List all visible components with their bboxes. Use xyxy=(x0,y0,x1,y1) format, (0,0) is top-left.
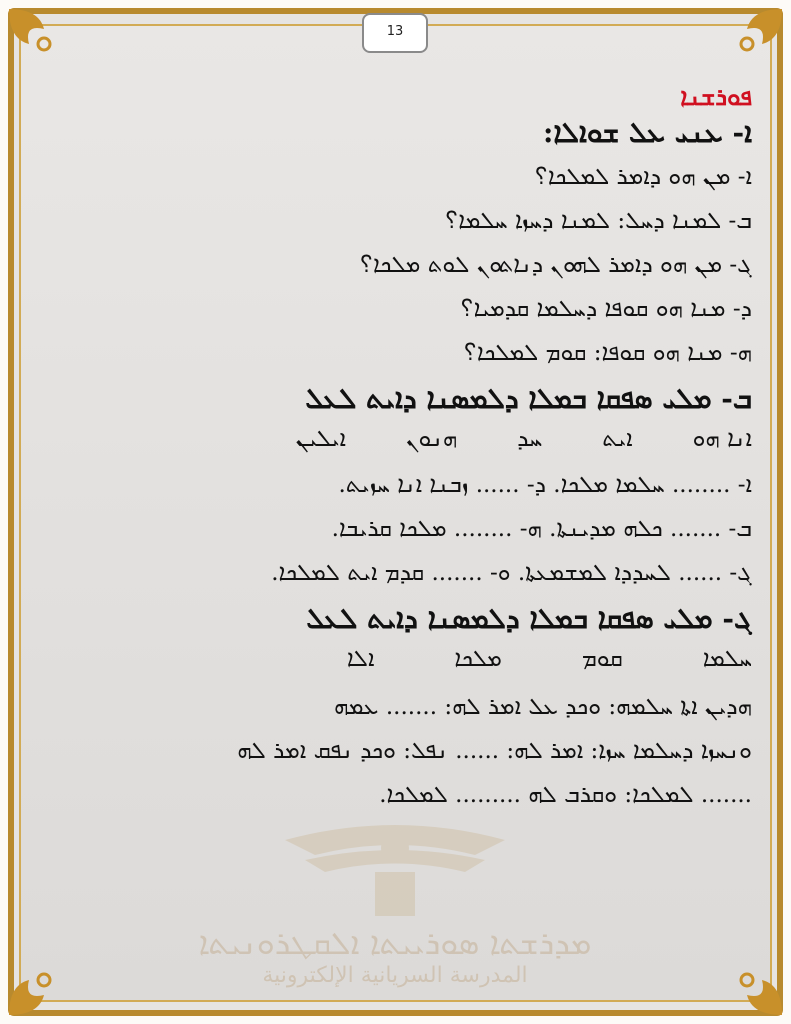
question-2: ܒ- ܠܡܢܐ ܕܚܠ: ܠܡܢܐ ܕܚܙܐ ܚܠܡܐ؟ xyxy=(445,208,752,234)
fill-blank-row: ܐ- ........ ܚܠܡܐ ܡܠܟܐ. ܕ- ...... ܙܒܢܐ ܐܢܐ ܚܙܝܬ. xyxy=(338,472,752,498)
question-3: ܓ- ܡܢ ܗܘ ܕܐܡܪ ܠܗܘܢ ܕܢܐܬܘܢ ܠܘܬ ܡܠܟܐ؟ xyxy=(360,252,752,278)
watermark-arabic: المدرسة السريانية الإلكترونية xyxy=(262,963,528,988)
word-bank-item: ܡܠܟܐ xyxy=(454,646,502,672)
exercise-1-heading: ܐ- ܥܢܝ ܥܠ ܫܘܐܠܐ: xyxy=(542,116,752,149)
word-bank-item: ܐܢܐ ܗܘ xyxy=(692,426,752,452)
exercise-3-heading: ܓ- ܡܠܝ ܣܦܩܐ ܒܡܠܐ ܕܠܡܣܢܐ ܕܐܝܬ ܠܥܠ xyxy=(306,602,752,635)
fill-blank-row: ܒ- ....... ܟܠܗ ܡܕܝܢܬܐ. ܗ- ........ ܡܠܟܐ ܩܪܝܒܐ. xyxy=(331,516,752,542)
corner-ornament-icon xyxy=(4,950,74,1020)
watermark-syriac: ܡܕܪܫܬܐ ܣܘܪܝܝܬܐ ܐܠܩܛܪܘܢܝܬܐ xyxy=(198,924,592,962)
corner-ornament-icon xyxy=(717,950,787,1020)
school-watermark xyxy=(195,800,595,1000)
word-bank-2 xyxy=(347,646,752,672)
word-bank-item: ܚܕ xyxy=(517,426,543,452)
word-bank-item: ܐܠܐ xyxy=(346,646,375,672)
section-label: ܦܘܪܫܢܐ xyxy=(680,82,752,111)
question-5: ܗ- ܡܢܐ ܗܘ ܩܘܦܐ: ܩܘܡ ܠܡܠܟܐ؟ xyxy=(464,340,752,366)
word-bank-item: ܩܘܡ xyxy=(581,646,623,672)
fill-blank-row: ܓ- ...... ܠܚܕܕܐ ܠܡܫܡܥܬܐ. ܘ- ....... ܩܕܡ ܐܝܬ ܠܡܠܟܐ. xyxy=(271,560,752,586)
winged-emblem-icon xyxy=(275,800,515,920)
page-number: 13 xyxy=(362,13,428,53)
word-bank-item: ܐܝܠܝܢ xyxy=(295,426,346,452)
paragraph-line: ....... ܠܡܠܟܐ: ܘܩܪܒ ܠܗ ......... ܠܡܠܟܐ. xyxy=(379,782,752,808)
word-bank-1 xyxy=(296,426,752,452)
word-bank-item: ܗܢܘܢ xyxy=(405,426,458,452)
question-4: ܕ- ܡܢܐ ܗܘ ܩܘܦܐ ܕܚܠܡܐ ܩܕܡܝܐ؟ xyxy=(460,296,752,322)
paragraph-line: ܗܕܝܢ ܐܬܐ ܚܠܡܗ: ܘܟܕ ܥܠ ܐܡܪ ܠܗ: ....... ܥܡܗ xyxy=(334,694,752,720)
word-bank-item: ܚܠܡܐ xyxy=(702,646,752,672)
question-1: ܐ- ܡܢ ܗܘ ܕܐܡܪ ܠܡܠܟܐ؟ xyxy=(535,164,752,190)
word-bank-item: ܐܝܬ xyxy=(602,426,633,452)
paragraph-line: ܘܢܚܙܐ ܕܚܠܡܐ ܚܙܐ: ܐܡܪ ܠܗ: ...... ܢܦܠ: ܘܟܕ ܢܦܩ ܐܡܪ ܠܗ xyxy=(237,738,752,764)
exercise-2-heading: ܒ- ܡܠܝ ܣܦܩܐ ܒܡܠܐ ܕܠܡܣܢܐ ܕܐܝܬ ܠܥܠ xyxy=(305,382,752,415)
worksheet-content xyxy=(40,60,752,820)
